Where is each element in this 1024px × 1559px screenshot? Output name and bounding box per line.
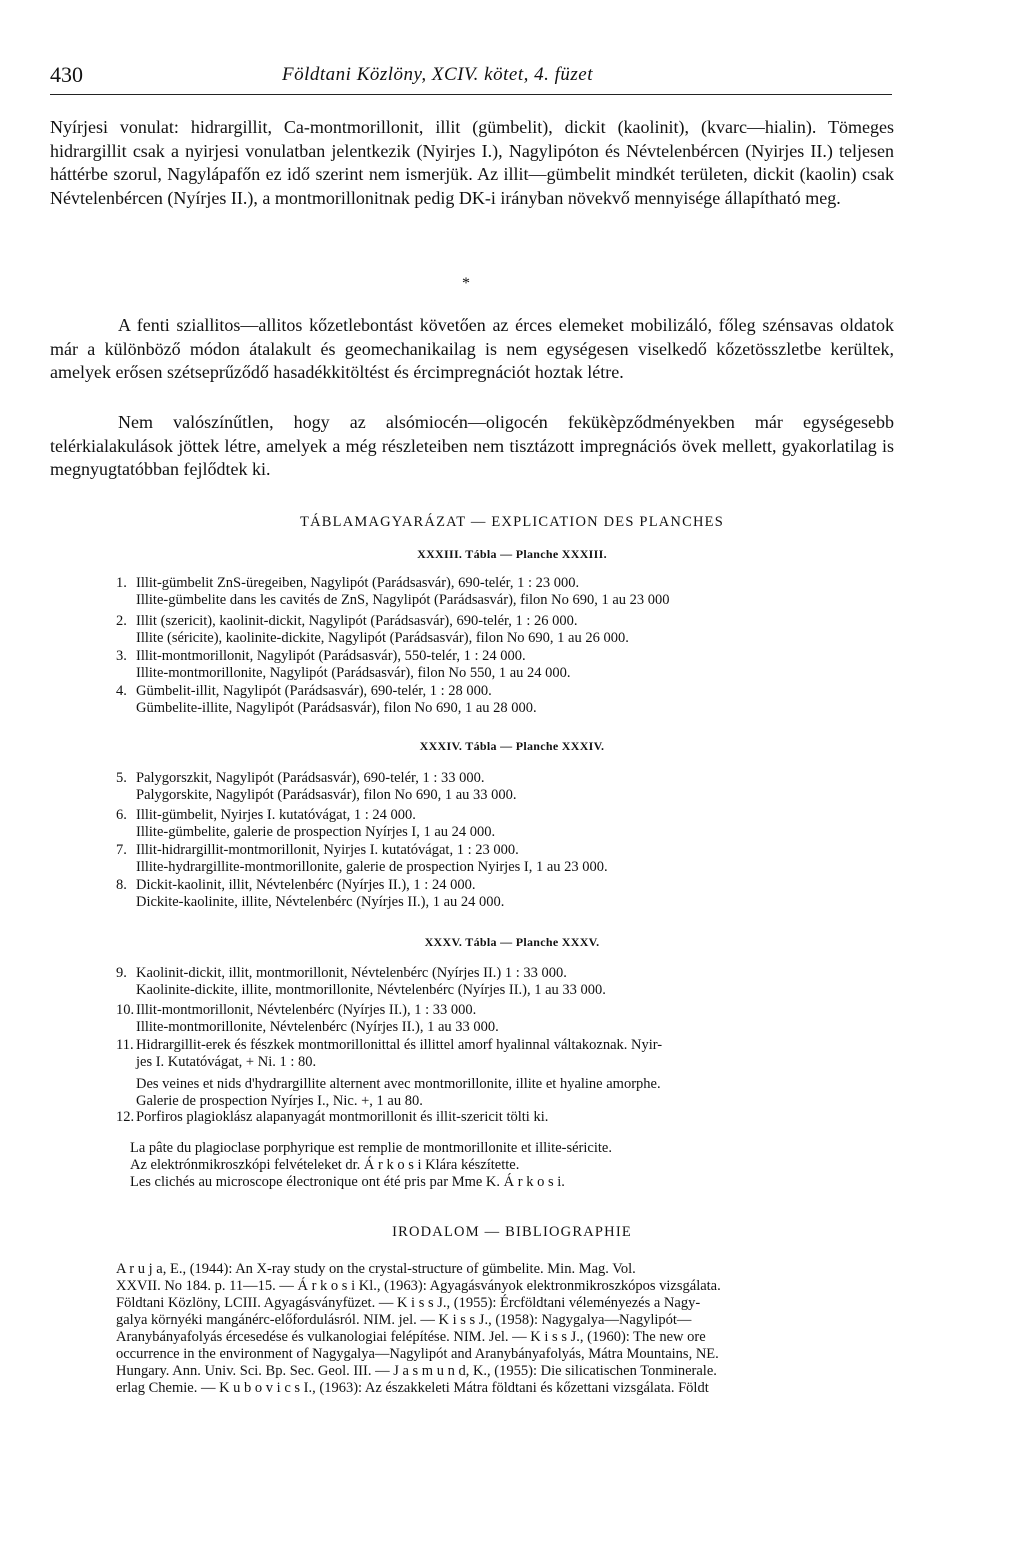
bibliography-line: XXVII. No 184. p. 11—15. — Á r k o s i Kl., (1963): Agyagásványok elektronmikroszkópos vizsgálata. [116,1278,721,1294]
item-line: Illite-hydrargillite-montmorillonite, galerie de prospection Nyirjes I, 1 au 23 000. [136,859,608,875]
plate-title: XXXIII. Tábla — Planche XXXIII. [417,547,607,561]
item-line: Illit-gümbelit, Nyirjes I. kutatóvágat, 1 : 24 000. [136,807,416,823]
item-line: Hidrargillit-erek és fészkek montmorillonittal és illittel amorf hyalinnal váltakoznak. Nyir- [136,1037,663,1053]
item-line: Palygorskite, Nagylipót (Parádsasvár), filon No 690, 1 au 33 000. [136,787,517,803]
plate-item [116,575,906,609]
item-line: Palygorszkit, Nagylipót (Parádsasvár), 690-telér, 1 : 33 000. [136,770,485,786]
paragraph-nyirjes: Nyírjesi vonulat: hidrargillit, Ca-montmorillonit, illit (gümbelit), dickit (kaolinit), (kvarc—hialin). Tömeges hidrargillit csak a nyirjesi vonulatban jelentkezik (Nyirjes I.), Nagylipóton és Névtelenbércen (Nyirjes II.) teljesen háttérbe szorul, Nagylápafőn ez idő szerint nem ismerjük. Az illit—gümbelit mindkét területen, dickit (kaolin) csak Névtelenbércen (Nyírjes II.), a montmorillonitnak pedig DK-i irányban növekvő mennyisége állapítható meg. [50,117,894,208]
plate-item [116,1037,906,1110]
bibliography-line: A r u j a, E., (1944): An X-ray study on the crystal-structure of gümbelite. Min. Mag. Vol. [116,1261,636,1277]
item-number: 5. [116,770,127,786]
item-number: 7. [116,842,127,858]
item-line: Illit-montmorillonit, Nagylipót (Parádsasvár), 550-telér, 1 : 24 000. [136,648,526,664]
item-number: 10. [116,1002,135,1018]
plate-notes [130,1140,910,1191]
item-line: Dickite-kaolinite, illite, Névtelenbérc (Nyírjes II.), 1 au 24 000. [136,894,505,910]
explanation-title: TÁBLAMAGYARÁZAT — EXPLICATION DES PLANCHES [300,514,724,530]
journal-title: Földtani Közlöny, XCIV. kötet, 4. füzet [282,64,593,85]
bibliography-line: Aranybányafolyás ércesedése és vulkanologiai felépítése. NIM. Jel. — K i s s J., (1960): The new ore [116,1329,706,1345]
item-line: Illit-hidrargillit-montmorillonit, Nyirjes I. kutatóvágat, 1 : 23 000. [136,842,519,858]
item-line: Galerie de prospection Nyírjes I., Nic. +, 1 au 80. [136,1093,423,1109]
item-line: Illite-montmorillonite, Nagylipót (Parádsasvár), filon No 550, 1 au 24 000. [136,665,571,681]
item-line: Illite (séricite), kaolinite-dickite, Nagylipót (Parádsasvár), filon No 690, 1 au 26 000. [136,630,629,646]
plate-item [116,877,906,911]
item-line: Dickit-kaolinit, illit, Névtelenbérc (Nyírjes II.), 1 : 24 000. [136,877,476,893]
plate-item [116,807,906,841]
item-line: Des veines et nids d'hydrargillite alternent avec montmorillonite, illite et hyaline amorphe. [136,1076,661,1092]
section-separator: * [462,275,470,292]
item-line: Illite-gümbelite dans les cavités de ZnS, Nagylipót (Parádsasvár), filon No 690, 1 au 23 000 [136,592,670,608]
bibliography-line: Hungary. Ann. Univ. Sci. Bp. Sec. Geol. III. — J a s m u n d, K., (1955): Die silicatischen Tonminerale. [116,1363,717,1379]
plate-item [116,1109,906,1126]
item-number: 1. [116,575,127,591]
plate-item [116,613,906,647]
running-header [50,58,892,95]
paragraph-conclusion: Nem valószínűtlen, hogy az alsómiocén—oligocén fekükèpződményekben már egységesebb telérkialakulások jöttek létre, amelyek a még részleteiben nem tisztázott impregnációs övek mellett, gyakorlatilag is megnyugtatóbban fejlődtek ki. [50,412,894,479]
item-line: Gümbelit-illit, Nagylipót (Parádsasvár), 690-telér, 1 : 28 000. [136,683,492,699]
item-number: 9. [116,965,127,981]
item-line: Illit-gümbelit ZnS-üregeiben, Nagylipót (Parádsasvár), 690-telér, 1 : 23 000. [136,575,580,591]
item-line: Kaolinite-dickite, illite, montmorillonite, Névtelenbérc (Nyírjes II.), 1 au 33 000. [136,982,606,998]
plate-title: XXXIV. Tábla — Planche XXXIV. [419,739,605,753]
item-line: Illit (szericit), kaolinit-dickit, Nagylipót (Parádsasvár), 690-telér, 1 : 26 000. [136,613,578,629]
item-line: Porfiros plagioklász alapanyagát montmorillonit és illit-szericit tölti ki. [136,1109,549,1125]
item-line: Illite-montmorillonite, Névtelenbérc (Nyírjes II.), 1 au 33 000. [136,1019,499,1035]
bibliography-line: occurrence in the environment of Nagygalya—Nagylipót and Aranybányafolyás, Mátra Mountains, NE. [116,1346,719,1362]
bibliography-line: galya környéki mangánérc-előfordulásról. NIM. jel. — K i s s J., (1958): Nagygalya—Nagylipót— [116,1312,692,1328]
item-line: Illite-gümbelite, galerie de prospection Nyírjes I, 1 au 24 000. [136,824,496,840]
plate-item [116,648,906,682]
item-number: 2. [116,613,127,629]
item-line: Kaolinit-dickit, illit, montmorillonit, Névtelenbérc (Nyírjes II.) 1 : 33 000. [136,965,567,981]
page-number: 430 [50,62,83,87]
item-number: 8. [116,877,127,893]
item-number: 4. [116,683,127,699]
plate-title: XXXV. Tábla — Planche XXXV. [424,935,600,949]
item-line: Illit-montmorillonit, Névtelenbérc (Nyírjes II.), 1 : 33 000. [136,1002,477,1018]
note-line: Les clichés au microscope électronique ont été pris par Mme K. Á r k o s i. [130,1174,565,1190]
note-line: La pâte du plagioclase porphyrique est remplie de montmorillonite et illite-séricite. [130,1140,612,1156]
item-line: Gümbelite-illite, Nagylipót (Parádsasvár), filon No 690, 1 au 28 000. [136,700,537,716]
plate-item [116,770,906,804]
item-number: 6. [116,807,127,823]
plate-item [116,683,906,717]
plate-item [116,965,906,999]
item-number: 11. [116,1037,134,1053]
item-line: jes I. Kutatóvágat, + Ni. 1 : 80. [136,1054,317,1070]
plate-item [116,842,906,876]
item-number: 3. [116,648,127,664]
bibliography [116,1261,894,1397]
bibliography-line: Földtani Közlöny, LCIII. Agyagásványfüzet. — K i s s J., (1955): Ércföldtani véleményezés a Nagy- [116,1295,701,1311]
item-number: 12. [116,1109,135,1125]
bibliography-line: erlag Chemie. — K u b o v i c s I., (1963): Az északkeleti Mátra földtani és kőzettani vizsgálata. Földt [116,1380,709,1396]
paragraph-mobilization: A fenti sziallitos—allitos kőzetlebontást követően az érces elemeket mobilizáló, főleg szénsavas oldatok már a különböző módon átalakult és geomechanikailag is nem egységesen viselkedő kőzetösszletbe kerültek, amelyek erősen szétseprűződő hasadékkitöltést és ércimpregnációt hoztak létre. [50,315,894,382]
bibliography-title: IRODALOM — BIBLIOGRAPHIE [392,1224,632,1240]
plate-item [116,1002,906,1036]
note-line: Az elektrónmikroszkópi felvételeket dr. Á r k o s i Klára készítette. [130,1157,520,1173]
